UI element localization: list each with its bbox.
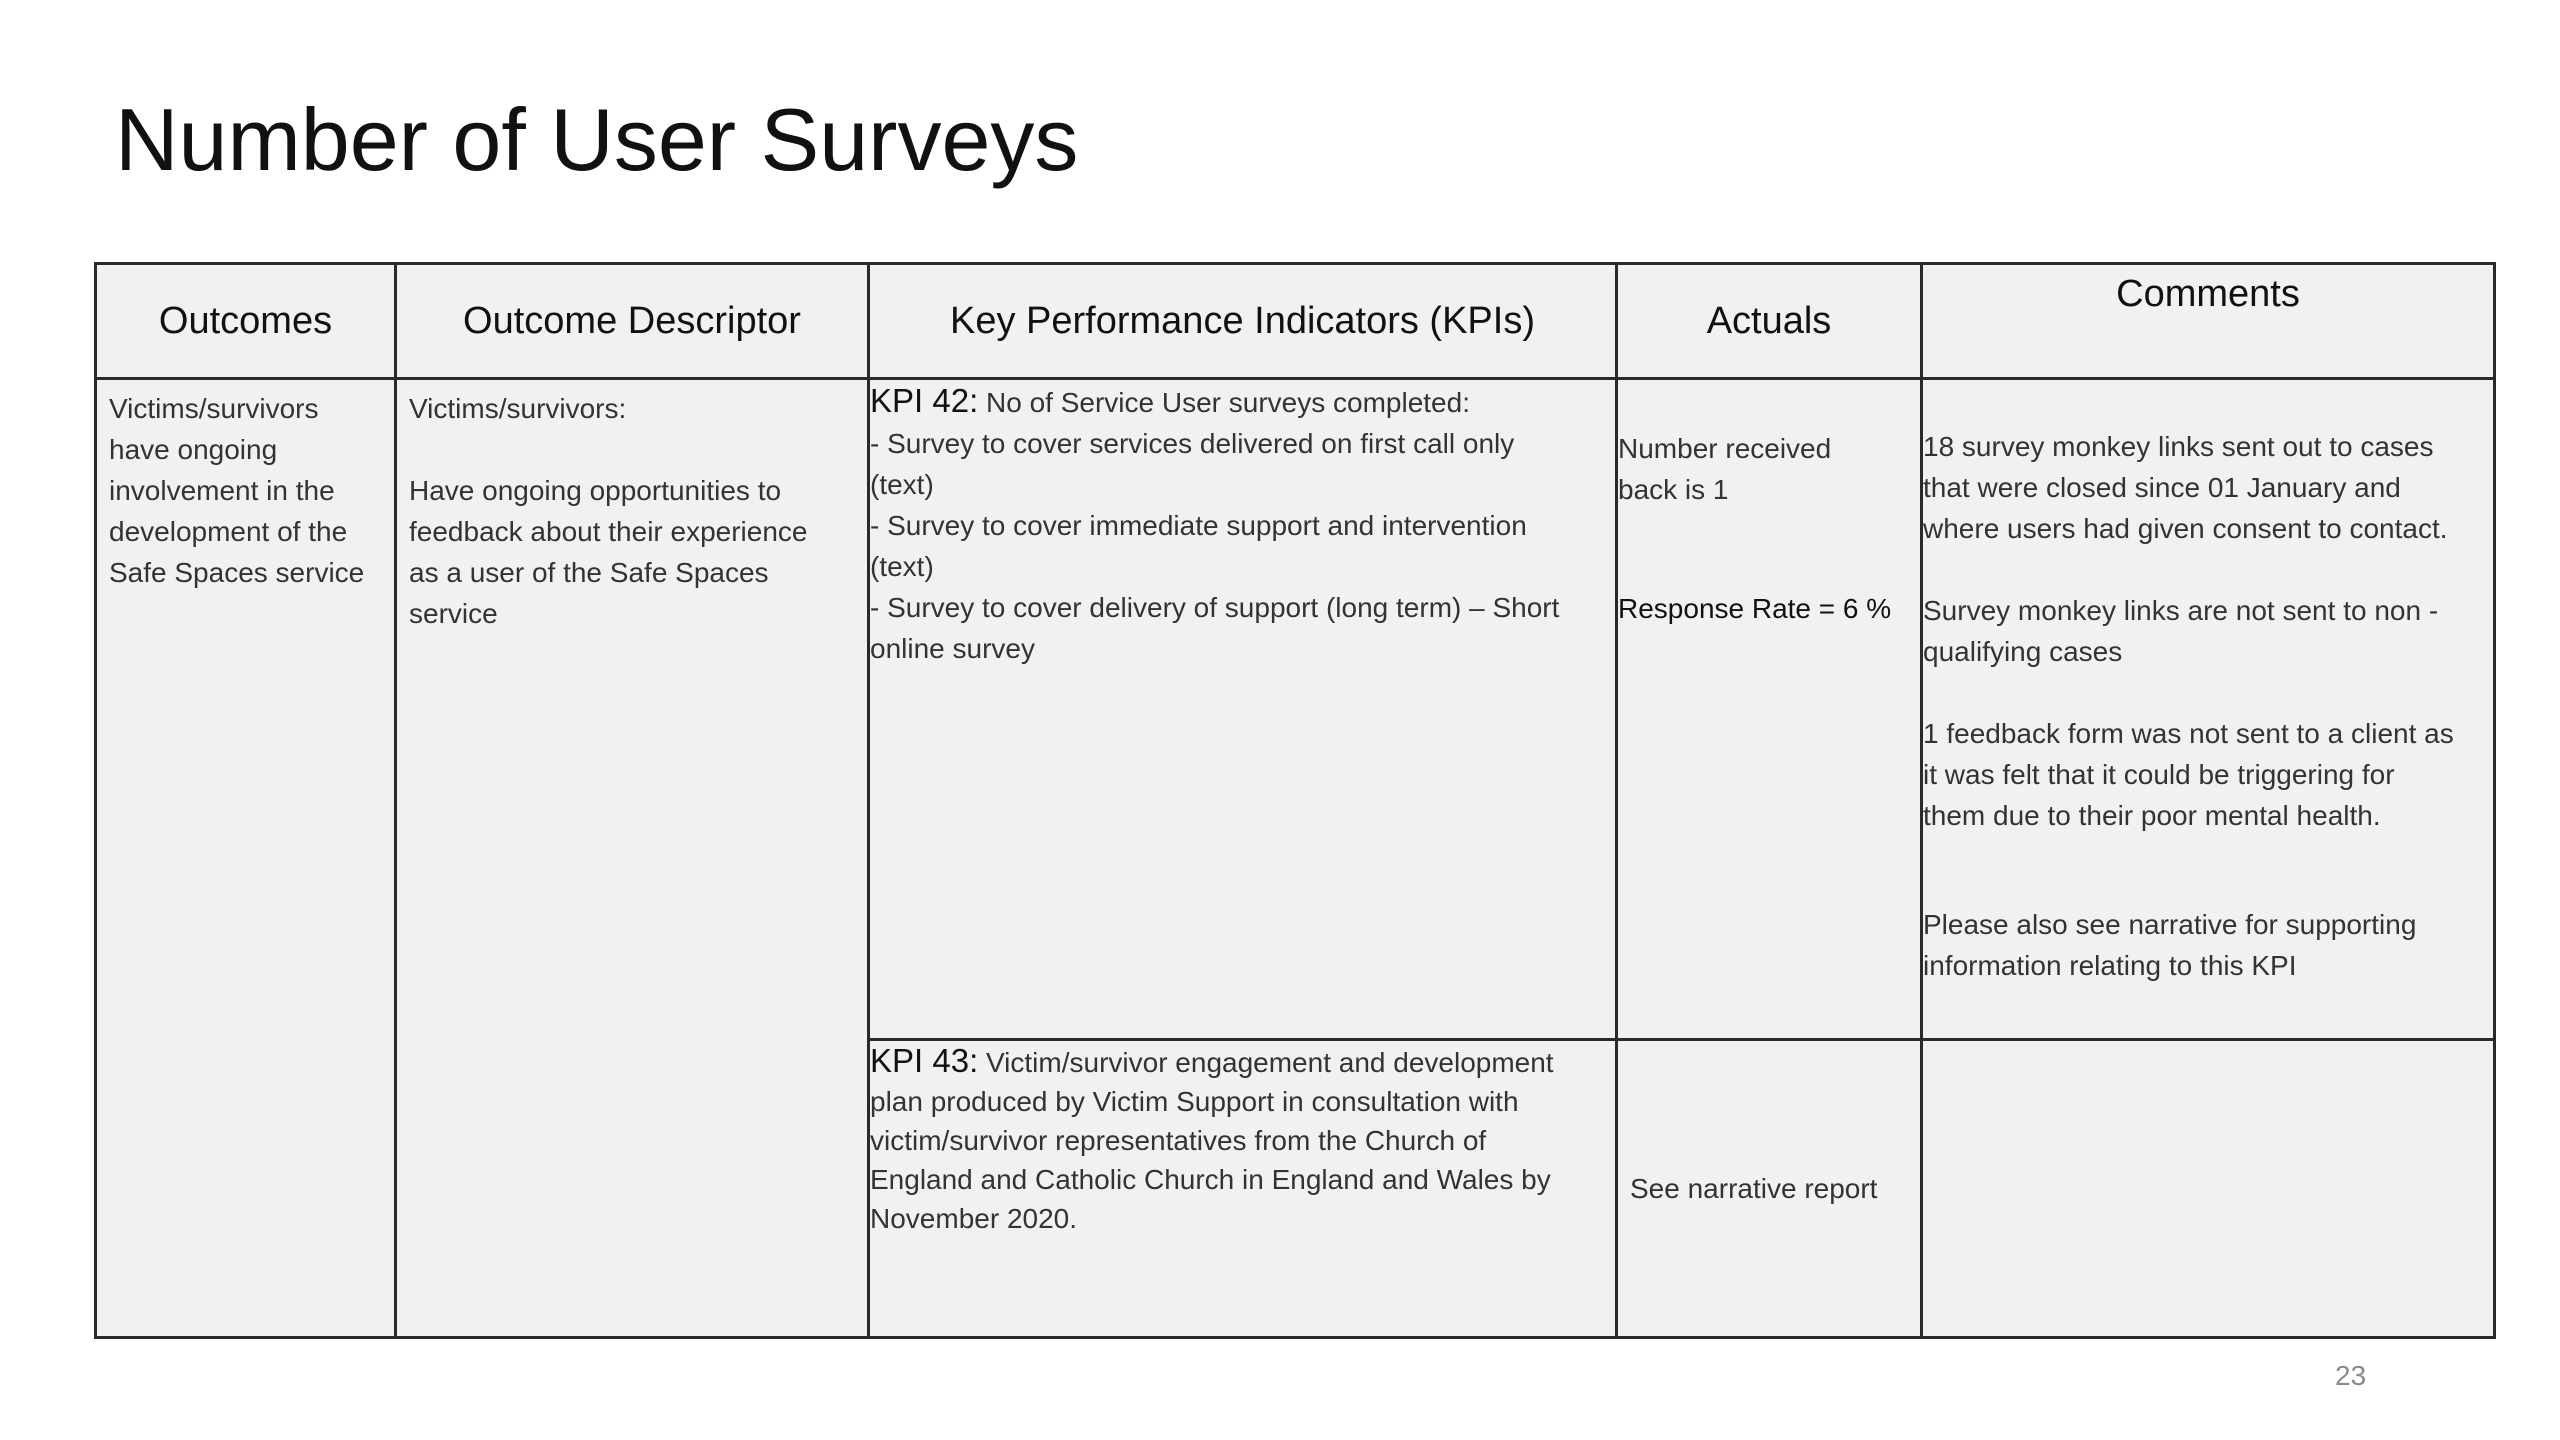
table-row — [96, 379, 2495, 1040]
kpi42-label: KPI 42: — [870, 382, 979, 419]
descriptor-cell — [396, 379, 869, 1338]
outcome-text: Victims/survivors have ongoing involvement in the development of the Safe Spaces service — [109, 393, 365, 588]
kpi43-text-block — [870, 1041, 1615, 1238]
kpi42-response-rate: Response Rate = 6 % — [1618, 593, 1892, 624]
kpi-table — [94, 262, 2496, 1339]
header-outcome-descriptor: Outcome Descriptor — [396, 264, 869, 379]
outcome-cell — [96, 379, 396, 1338]
table-header-row — [96, 264, 2495, 379]
kpi43-text: Victim/survivor engagement and development plan produced by Victim Support in consultation with victim/survivor representatives from the Church of England and Catholic Church in England and Wales by November 2020. — [870, 1047, 1554, 1234]
comment-paragraph: Please also see narrative for supporting information relating to this KPI — [1923, 909, 2417, 981]
kpi42-comments-cell — [1922, 379, 2495, 1040]
header-kpis: Key Performance Indicators (KPIs) — [869, 264, 1617, 379]
kpi42-title: No of Service User surveys completed: — [978, 387, 1470, 418]
header-comments: Comments — [1922, 264, 2495, 379]
kpi43-comments-cell — [1922, 1040, 2495, 1338]
header-actuals: Actuals — [1617, 264, 1922, 379]
kpi42-cell — [869, 379, 1617, 1040]
page-number: 23 — [2335, 1360, 2367, 1391]
kpi43-label: KPI 43: — [870, 1042, 979, 1079]
header-outcomes: Outcomes — [96, 264, 396, 379]
comment-paragraph: 18 survey monkey links sent out to cases that were closed since 01 January and where users had given consent to contact. — [1923, 431, 2448, 544]
descriptor-text: Victims/survivors: Have ongoing opportunities to feedback about their experience as a user of the Safe Spaces service — [409, 393, 808, 629]
page-title: Number of User Surveys — [115, 90, 1079, 189]
kpi42-actuals-cell — [1617, 379, 1922, 1040]
comment-paragraph: Survey monkey links are not sent to non - qualifying cases — [1923, 595, 2439, 667]
comment-paragraph: 1 feedback form was not sent to a client as it was felt that it could be triggering for them due to their poor mental health. — [1923, 718, 2454, 831]
kpi43-actual: See narrative report — [1617, 1040, 1922, 1338]
kpi42-heading — [870, 380, 1615, 423]
kpi43-cell — [869, 1040, 1617, 1338]
kpi42-actual-number: Number received back is 1 — [1618, 433, 1832, 505]
kpi42-bullets: - Survey to cover services delivered on first call only (text) - Survey to cover immediate support and intervention (text) - Survey to cover delivery of support (long term) – Short online survey — [870, 428, 1560, 664]
